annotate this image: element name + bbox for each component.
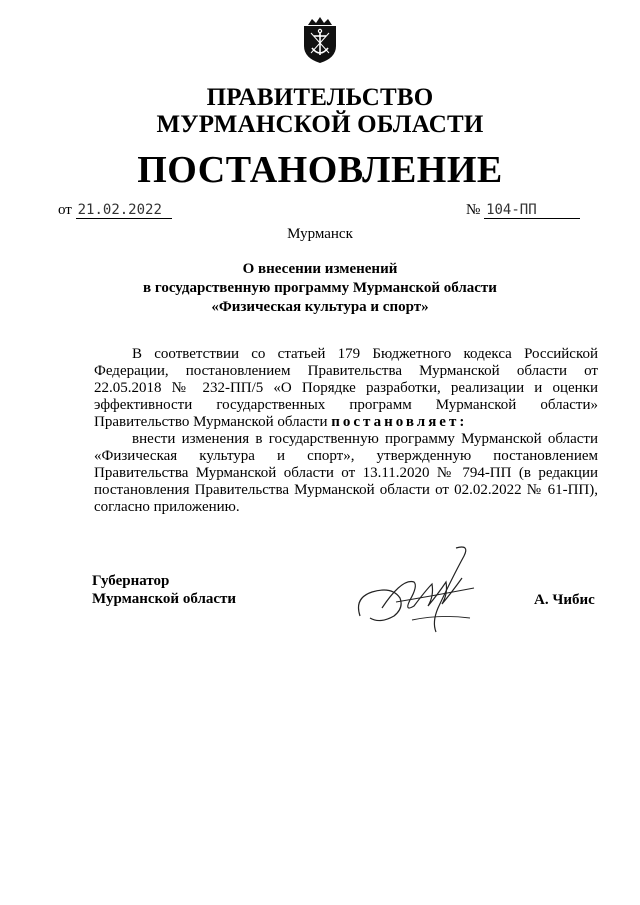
signatory-title-line-1: Губернатор <box>92 573 170 589</box>
subject-heading <box>0 260 640 317</box>
number-value: 104-ПП <box>484 202 580 219</box>
decree-keyword: постановляет: <box>331 414 468 430</box>
subject-line-1: О внесении изменений <box>242 261 398 277</box>
body-paragraph-1-text: В соответствии со статьей 179 Бюджетного кодекса Российской Федерации, постановлением Правительства Мурманской области от 22.05.2018 № 232-ПП/5 «О Порядке разработки, реализации и оценки эффективности государственных программ Мурманской области» Правительство Мурманской области <box>94 346 598 430</box>
signatory-title <box>92 572 236 608</box>
signatory-title-line-2: Мурманской области <box>92 591 237 607</box>
issuer-line-1: ПРАВИТЕЛЬСТВО <box>206 84 434 111</box>
handwritten-signature <box>352 538 482 638</box>
body-paragraph-2: внести изменения в государственную программу Мурманской области «Физическая культура и спорт», утвержденную постановлением Правительства Мурманской области от 13.11.2020 № 794-ПП (в редакции постановления Правительства Мурманской области от 02.02.2022 № 61-ПП), согласно приложению. <box>94 431 598 515</box>
issuer-title <box>0 84 640 138</box>
date-value: 21.02.2022 <box>76 202 172 219</box>
subject-line-2: в государственную программу Мурманской области <box>143 280 497 296</box>
issuer-line-2: МУРМАНСКОЙ ОБЛАСТИ <box>156 111 484 138</box>
body-text <box>94 346 598 516</box>
number-field <box>466 202 580 219</box>
number-prefix: № <box>466 202 481 218</box>
coat-of-arms-icon <box>300 16 340 64</box>
subject-line-3: «Физическая культура и спорт» <box>211 299 429 315</box>
body-paragraph-1 <box>94 346 598 431</box>
date-field <box>58 202 172 219</box>
signatory-name: А. Чибис <box>534 592 595 608</box>
date-prefix: от <box>58 202 72 218</box>
city-label: Мурманск <box>287 226 353 242</box>
document-type-heading: ПОСТАНОВЛЕНИЕ <box>137 149 503 191</box>
